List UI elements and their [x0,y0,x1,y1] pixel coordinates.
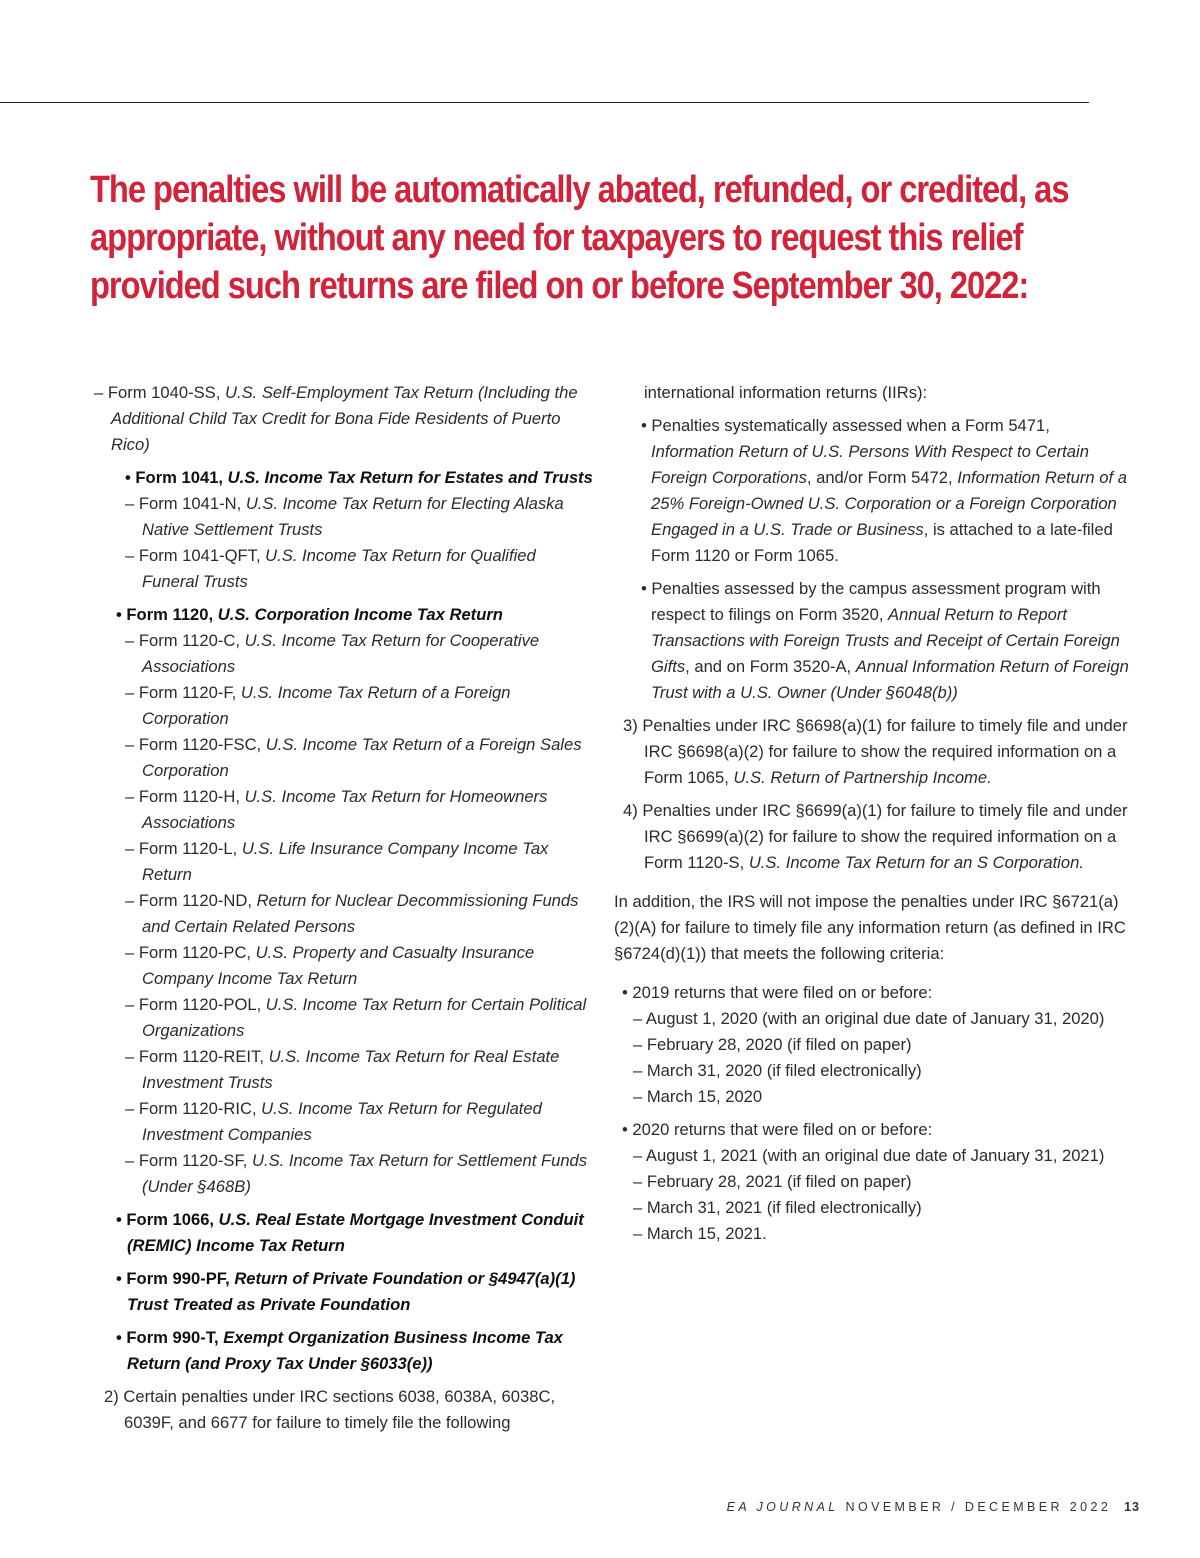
bullet-form-5471: • Penalties systematically assessed when a Form 5471, Information Return of U.S. Persons With Respect to Certain Foreign Corporations, and/or Form 5472, Information Return of a 25% Foreign-Owned U.S. Corporation or a Foreign Corporation Engaged in a U.S. Trade or Business, is attached to a late-filed Form 1120 or Form 1065. [641,416,1127,565]
form-1120ric-item: – Form 1120-RIC, U.S. Income Tax Return for Regulated Investment Companies [125,1099,542,1144]
form-1120f-item: – Form 1120-F, U.S. Income Tax Return of a Foreign Corporation [125,683,511,728]
pull-quote-emphasis: without any need for taxpayers to request this relief [274,217,1023,259]
form-1041-item: • Form 1041, U.S. Income Tax Return for Estates and Trusts [125,468,593,487]
form-990t-item: • Form 990-T, Exempt Organization Business Income Tax Return (and Proxy Tax Under §6033(e)) [116,1328,563,1373]
form-1120h-item: – Form 1120-H, U.S. Income Tax Return for Homeowners Associations [125,787,548,832]
list-2019-item: – August 1, 2020 (with an original due date of January 31, 2020) [633,1009,1105,1028]
form-1040ss-item: – Form 1040-SS, U.S. Self-Employment Tax Return (Including the Additional Child Tax Credit for Bona Fide Residents of Puerto Rico) [94,383,578,454]
form-1120pol-item: – Form 1120-POL, U.S. Income Tax Return for Certain Political Organizations [125,995,587,1040]
form-1120nd-item: – Form 1120-ND, Return for Nuclear Decommissioning Funds and Certain Related Persons [125,891,579,936]
list-2019-heading: • 2019 returns that were filed on or before: [622,983,933,1002]
form-1120pc-item: – Form 1120-PC, U.S. Property and Casualty Insurance Company Income Tax Return [125,943,535,988]
form-1120c-item: – Form 1120-C, U.S. Income Tax Return for Cooperative Associations [125,631,540,676]
form-1120l-item: – Form 1120-L, U.S. Life Insurance Company Income Tax Return [125,839,549,884]
bullet-form-3520: • Penalties assessed by the campus assessment program with respect to filings on Form 3520, Annual Return to Report Transactions with Foreign Trusts and Receipt of Certain Foreign Gifts, and on Form 3520-A, Annual Information Return of Foreign Trust with a U.S. Owner (Under §6048(b)) [641,579,1129,702]
iir-continuation: international information returns (IIRs): [644,383,928,402]
list-2020-item: – February 28, 2021 (if filed on paper) [633,1172,912,1191]
information-return-paragraph: In addition, the IRS will not impose the penalties under IRC §6721(a)(2)(A) for failure to timely file any information return (as defined in IRC §6724(d)(1)) that meets the following criteria: [614,892,1126,963]
list-2019-item: – February 28, 2020 (if filed on paper) [633,1035,912,1054]
left-column [94,380,594,1436]
pull-quote-text-1: The penalties will be automatically abated, refunded, or credited, as appropriate, [90,169,1069,259]
form-1041qft-item: – Form 1041-QFT, U.S. Income Tax Return for Qualified Funeral Trusts [125,546,536,591]
list-2020-item: – March 15, 2021. [633,1224,767,1243]
pull-quote [90,166,1096,310]
pull-quote-text-2: provided such returns are filed on or before September 30, 2022: [90,265,1029,307]
numbered-item-2: 2) Certain penalties under IRC sections 6038, 6038A, 6038C, 6039F, and 6677 for failure to timely file the following [104,1387,556,1432]
list-2019-item: – March 31, 2020 (if filed electronically) [633,1061,922,1080]
list-2020-heading: • 2020 returns that were filed on or before: [622,1120,933,1139]
form-1120-item: • Form 1120, U.S. Corporation Income Tax Return [116,605,503,624]
form-1041n-item: – Form 1041-N, U.S. Income Tax Return for Electing Alaska Native Settlement Trusts [125,494,564,539]
right-column [614,380,1134,1247]
issue-date: NOVEMBER / DECEMBER 2022 [838,1500,1119,1514]
journal-name: EA JOURNAL [726,1500,839,1514]
numbered-item-4: 4) Penalties under IRC §6699(a)(1) for failure to timely file and under IRC §6699(a)(2) for failure to show the required information on a Form 1120-S, U.S. Income Tax Return for an S Corporation. [623,801,1128,872]
form-1120sf-item: – Form 1120-SF, U.S. Income Tax Return for Settlement Funds (Under §468B) [125,1151,588,1196]
list-2019-item: – March 15, 2020 [633,1087,763,1106]
list-2020-item: – March 31, 2021 (if filed electronically) [633,1198,922,1217]
top-divider-rule [0,102,1089,103]
form-1120fsc-item: – Form 1120-FSC, U.S. Income Tax Return of a Foreign Sales Corporation [125,735,582,780]
list-2020-item: – August 1, 2021 (with an original due date of January 31, 2021) [633,1146,1105,1165]
form-1066-item: • Form 1066, U.S. Real Estate Mortgage Investment Conduit (REMIC) Income Tax Return [116,1210,584,1255]
numbered-item-3: 3) Penalties under IRC §6698(a)(1) for failure to timely file and under IRC §6698(a)(2) for failure to show the required information on a Form 1065, U.S. Return of Partnership Income. [623,716,1128,787]
form-990pf-item: • Form 990-PF, Return of Private Foundation or §4947(a)(1) Trust Treated as Private Foundation [116,1269,576,1314]
form-1120reit-item: – Form 1120-REIT, U.S. Income Tax Return for Real Estate Investment Trusts [125,1047,560,1092]
page-number: 13 [1124,1500,1140,1514]
page-footer [727,1500,1140,1514]
